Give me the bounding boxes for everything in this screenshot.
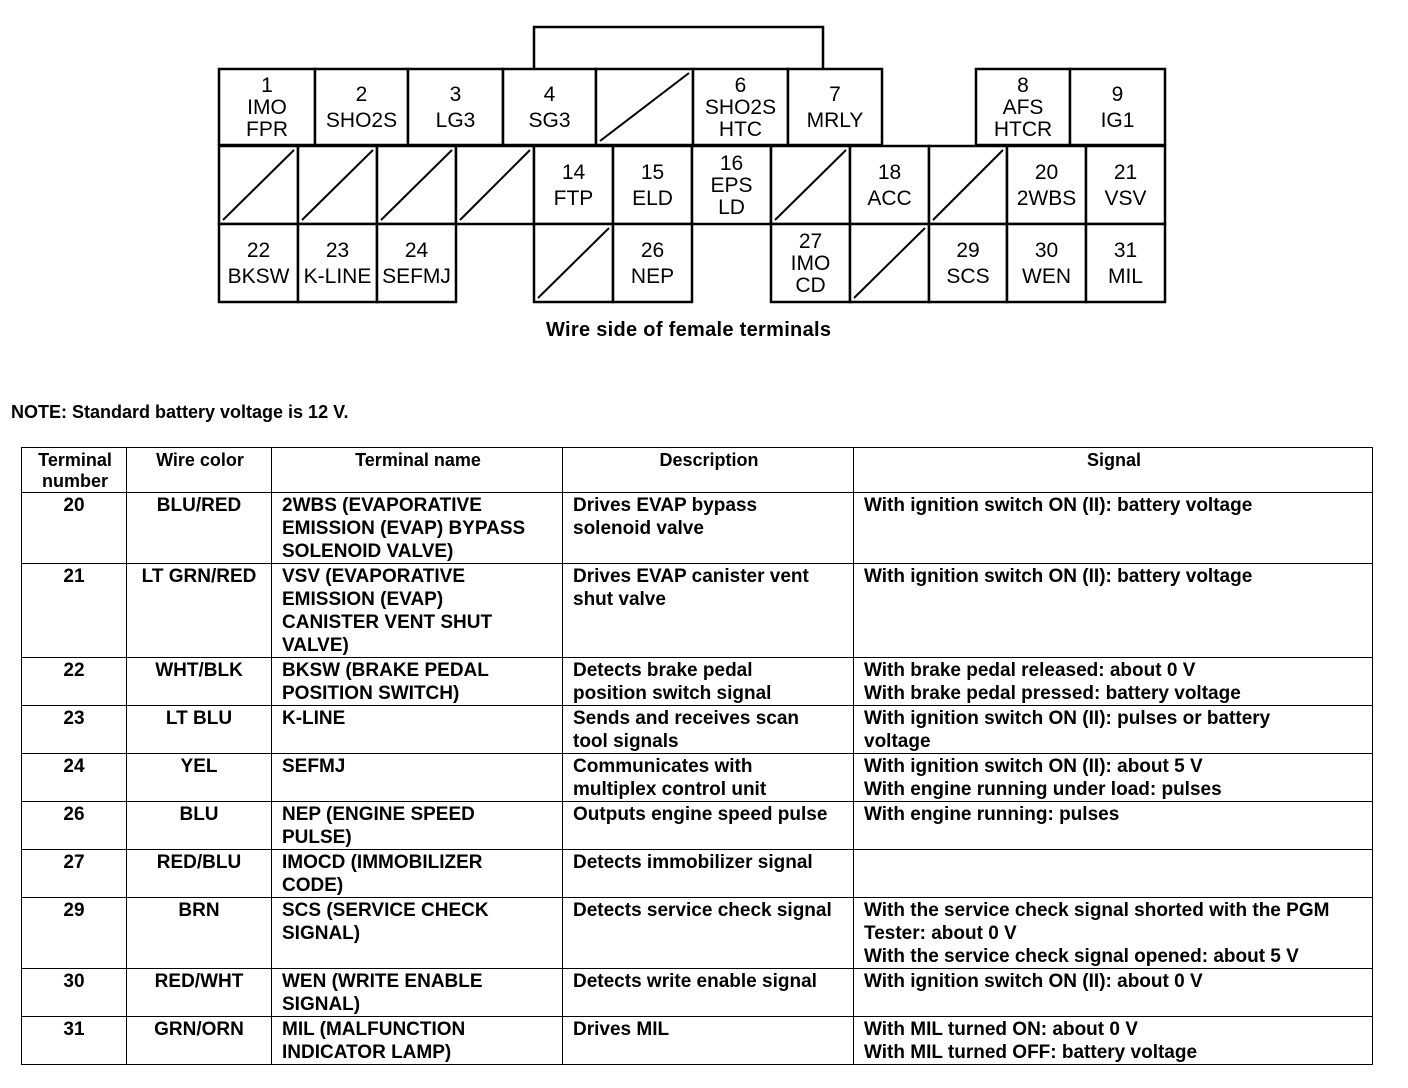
terminal-number-text: 31 — [63, 1019, 85, 1040]
terminal-cell-15 — [613, 146, 692, 224]
description-text: position switch signal — [573, 683, 772, 704]
signal-text: With ignition switch ON (II): pulses or battery — [864, 708, 1271, 729]
signal — [854, 969, 1373, 1017]
terminal-name-text: BKSW (BRAKE PEDAL — [282, 660, 489, 681]
wire-color-text: YEL — [180, 756, 218, 777]
terminal-name-text: SOLENOID VALVE) — [282, 541, 454, 562]
header-text: Description — [659, 450, 759, 470]
battery-voltage-note: NOTE: Standard battery voltage is 12 V. — [11, 402, 349, 422]
terminal-name — [272, 802, 563, 850]
wire-color — [127, 706, 272, 754]
description — [563, 850, 854, 898]
description-text: multiplex control unit — [573, 779, 767, 800]
signal-text: voltage — [864, 731, 931, 752]
signal-text: With the service check signal shorted with the PGM — [864, 900, 1330, 921]
signal — [854, 898, 1373, 969]
terminal-number-31: 31 — [1113, 239, 1138, 262]
header-text: Signal — [1086, 450, 1141, 470]
description-text: Detects brake pedal — [573, 660, 753, 681]
terminal-label: SG3 — [528, 109, 571, 132]
description-text: Detects write enable signal — [573, 971, 817, 992]
wire-color-text: BLU — [179, 804, 219, 825]
terminal-name — [272, 898, 563, 969]
header-text: Wire color — [156, 450, 244, 470]
terminal-label: HTC — [718, 118, 763, 141]
terminal-number — [22, 754, 127, 802]
terminal-number-30: 30 — [1034, 239, 1059, 262]
terminal-name — [272, 850, 563, 898]
terminal-number — [22, 898, 127, 969]
wire-color — [127, 850, 272, 898]
terminal-label: IG1 — [1100, 109, 1135, 132]
terminal-number-text: 20 — [63, 495, 85, 516]
terminal-name-text: VSV (EVAPORATIVE — [282, 566, 465, 587]
description-text: Drives EVAP bypass — [573, 495, 758, 516]
terminal-name-text: NEP (ENGINE SPEED — [282, 804, 475, 825]
terminal-name — [272, 754, 563, 802]
terminal-number-8: 8 — [1017, 74, 1029, 97]
terminal-label: VSV — [1104, 187, 1147, 210]
terminal-name — [272, 493, 563, 564]
terminal-cell-2 — [315, 69, 408, 145]
wire-color-text: BLU/RED — [156, 495, 242, 516]
table-header-row — [22, 448, 1373, 493]
terminal-number-3: 3 — [449, 83, 462, 106]
terminal-number — [22, 802, 127, 850]
terminal-label: SHO2S — [704, 96, 777, 119]
terminal-number-27: 27 — [798, 230, 823, 253]
terminal-label: CD — [795, 274, 826, 297]
terminal-cell-20 — [1007, 146, 1086, 224]
description-text: Communicates with — [573, 756, 753, 777]
terminal-cell-4 — [503, 69, 596, 145]
table-row — [22, 706, 1373, 754]
signal — [854, 493, 1373, 564]
terminal-number-9: 9 — [1111, 83, 1124, 106]
header-terminal-number — [22, 448, 127, 493]
signal-text: With MIL turned OFF: battery voltage — [864, 1042, 1198, 1063]
table-row — [22, 658, 1373, 706]
terminal-number — [22, 706, 127, 754]
terminal-label: AFS — [1002, 96, 1044, 119]
terminal-number — [22, 564, 127, 658]
wire-color-text: BRN — [178, 900, 220, 921]
terminal-label: WEN — [1022, 265, 1071, 288]
terminal-name-text: SIGNAL) — [282, 923, 361, 944]
terminal-number — [22, 658, 127, 706]
terminal-label: NEP — [630, 265, 675, 288]
terminal-cell-3 — [408, 69, 503, 145]
wire-color — [127, 898, 272, 969]
terminal-cell-26 — [613, 224, 692, 302]
terminal-number-7: 7 — [829, 83, 841, 106]
terminal-number-text: 21 — [63, 566, 85, 587]
terminal-label: LG3 — [435, 109, 476, 132]
table-row — [22, 850, 1373, 898]
terminal-cell-31 — [1086, 224, 1165, 302]
terminal-name-text: K-LINE — [282, 708, 346, 729]
wire-color — [127, 1017, 272, 1065]
terminal-cell-29 — [929, 224, 1007, 302]
signal-text: With ignition switch ON (II): battery voltage — [864, 566, 1253, 587]
terminal-number-29: 29 — [956, 239, 980, 262]
header-text: Terminal name — [355, 450, 481, 470]
terminal-label: SEFMJ — [382, 265, 451, 288]
wire-color — [127, 493, 272, 564]
terminal-label: SHO2S — [325, 109, 398, 132]
terminal-name-text: EMISSION (EVAP) — [282, 589, 444, 610]
terminal-name-text: SCS (SERVICE CHECK — [282, 900, 489, 921]
description — [563, 1017, 854, 1065]
terminal-label: ELD — [632, 187, 673, 210]
terminal-name-text: MIL (MALFUNCTION — [282, 1019, 466, 1040]
terminal-number-2: 2 — [355, 83, 368, 106]
terminal-number-text: 30 — [63, 971, 85, 992]
description — [563, 706, 854, 754]
terminal-cell-14 — [534, 146, 613, 224]
terminal-label: K-LINE — [303, 265, 372, 288]
signal — [854, 706, 1373, 754]
description — [563, 802, 854, 850]
wire-color — [127, 754, 272, 802]
terminal-name-text: POSITION SWITCH) — [282, 683, 460, 704]
description-text: Detects immobilizer signal — [573, 852, 813, 873]
wire-color-text: RED/WHT — [154, 971, 244, 992]
terminal-name-text: 2WBS (EVAPORATIVE — [282, 495, 482, 516]
table-row — [22, 898, 1373, 969]
wire-color — [127, 658, 272, 706]
terminal-name-text: CODE) — [282, 875, 344, 896]
terminal-label: IMO — [790, 252, 831, 275]
table-row — [22, 754, 1373, 802]
terminal-name-text: WEN (WRITE ENABLE — [282, 971, 483, 992]
terminal-label: 2WBS — [1016, 187, 1077, 210]
description — [563, 658, 854, 706]
table-row — [22, 564, 1373, 658]
description — [563, 564, 854, 658]
terminal-number-21: 21 — [1113, 161, 1138, 184]
wire-color — [127, 969, 272, 1017]
terminal-number-23: 23 — [325, 239, 350, 262]
header-wire-color — [127, 448, 272, 493]
wire-color — [127, 802, 272, 850]
terminal-number-1: 1 — [261, 74, 273, 97]
header-text: Terminal — [38, 450, 112, 470]
terminal-name-text: IMOCD (IMMOBILIZER — [282, 852, 483, 873]
terminal-name — [272, 969, 563, 1017]
signal-text: With ignition switch ON (II): about 0 V — [864, 971, 1203, 992]
terminal-number-26: 26 — [640, 239, 665, 262]
signal — [854, 850, 1373, 898]
terminal-name — [272, 564, 563, 658]
description — [563, 898, 854, 969]
description — [563, 969, 854, 1017]
terminal-number — [22, 493, 127, 564]
description-text: Outputs engine speed pulse — [573, 804, 828, 825]
description-text: shut valve — [573, 589, 666, 610]
terminal-number-text: 22 — [63, 660, 85, 681]
connector-latch — [534, 27, 823, 69]
description-text: Drives EVAP canister vent — [573, 566, 809, 587]
wire-color — [127, 564, 272, 658]
header-signal — [854, 448, 1373, 493]
signal — [854, 564, 1373, 658]
terminal-number-22: 22 — [246, 239, 271, 262]
terminal-cell-21 — [1086, 146, 1165, 224]
terminal-number-text: 29 — [63, 900, 85, 921]
connector-caption: Wire side of female terminals — [546, 319, 832, 341]
terminal-cell-30 — [1007, 224, 1086, 302]
wire-color-text: WHT/BLK — [155, 660, 243, 681]
signal-text: With MIL turned ON: about 0 V — [864, 1019, 1138, 1040]
terminal-name-text: CANISTER VENT SHUT — [282, 612, 493, 633]
terminal-cell-9 — [1070, 69, 1165, 145]
terminal-label: SCS — [946, 265, 990, 288]
terminal-cell-18 — [850, 146, 929, 224]
wire-color-text: LT BLU — [165, 708, 233, 729]
terminal-name — [272, 706, 563, 754]
terminal-table — [21, 447, 1373, 1065]
terminal-number-text: 27 — [63, 852, 85, 873]
terminal-name-text: VALVE) — [282, 635, 349, 656]
terminal-number-16: 16 — [719, 152, 744, 175]
terminal-label: MRLY — [806, 109, 864, 132]
signal — [854, 754, 1373, 802]
terminal-label: FPR — [246, 118, 288, 141]
wire-color-text: RED/BLU — [156, 852, 242, 873]
table-row — [22, 1017, 1373, 1065]
description-text: Sends and receives scan — [573, 708, 800, 729]
description-text: Detects service check signal — [573, 900, 832, 921]
terminal-number-text: 24 — [63, 756, 85, 777]
terminal-cell-23 — [298, 224, 377, 302]
terminal-number-20: 20 — [1034, 161, 1059, 184]
signal-text: With ignition switch ON (II): battery voltage — [864, 495, 1253, 516]
terminal-number-text: 26 — [63, 804, 85, 825]
signal-text: With engine running: pulses — [864, 804, 1120, 825]
wire-color-text: LT GRN/RED — [141, 566, 257, 587]
wire-color-text: GRN/ORN — [154, 1019, 244, 1040]
description-text: Drives MIL — [573, 1019, 670, 1040]
signal-text: With engine running under load: pulses — [864, 779, 1222, 800]
terminal-cell-7 — [788, 69, 882, 145]
terminal-number — [22, 850, 127, 898]
terminal-number-24: 24 — [404, 239, 429, 262]
terminal-name-text: INDICATOR LAMP) — [282, 1042, 452, 1063]
terminal-label: FTP — [553, 187, 594, 210]
terminal-name-text: SEFMJ — [282, 756, 346, 777]
signal — [854, 1017, 1373, 1065]
signal-text: With the service check signal opened: about 5 V — [864, 946, 1299, 967]
description — [563, 754, 854, 802]
signal — [854, 658, 1373, 706]
description-text: tool signals — [573, 731, 679, 752]
terminal-name-text: SIGNAL) — [282, 994, 361, 1015]
table-row — [22, 969, 1373, 1017]
terminal-label: ACC — [867, 187, 912, 210]
header-description — [563, 448, 854, 493]
connector-diagram — [0, 0, 1408, 310]
signal-text: With brake pedal released: about 0 V — [864, 660, 1196, 681]
terminal-name-text: PULSE) — [282, 827, 352, 848]
terminal-label: LD — [718, 196, 745, 219]
signal — [854, 802, 1373, 850]
terminal-number-18: 18 — [877, 161, 902, 184]
description-text: solenoid valve — [573, 518, 704, 539]
header-text: number — [41, 471, 108, 491]
terminal-cell-24 — [377, 224, 456, 302]
terminal-number — [22, 969, 127, 1017]
terminal-number — [22, 1017, 127, 1065]
description — [563, 493, 854, 564]
signal-text: Tester: about 0 V — [864, 923, 1017, 944]
terminal-label: MIL — [1107, 265, 1144, 288]
terminal-label: IMO — [247, 96, 287, 119]
signal-text: With brake pedal pressed: battery voltage — [864, 683, 1241, 704]
terminal-name-text: EMISSION (EVAP) BYPASS — [282, 518, 526, 539]
terminal-label: BKSW — [227, 265, 290, 288]
terminal-name — [272, 658, 563, 706]
header-terminal-name — [272, 448, 563, 493]
terminal-name — [272, 1017, 563, 1065]
terminal-number-15: 15 — [640, 161, 665, 184]
terminal-number-14: 14 — [561, 161, 586, 184]
terminal-number-6: 6 — [734, 74, 747, 97]
terminal-label: HTCR — [993, 118, 1053, 141]
terminal-cell-22 — [219, 224, 298, 302]
table-row — [22, 493, 1373, 564]
table-row — [22, 802, 1373, 850]
terminal-number-4: 4 — [543, 83, 556, 106]
terminal-label: EPS — [710, 174, 753, 197]
terminal-number-text: 23 — [63, 708, 85, 729]
signal-text: With ignition switch ON (II): about 5 V — [864, 756, 1203, 777]
